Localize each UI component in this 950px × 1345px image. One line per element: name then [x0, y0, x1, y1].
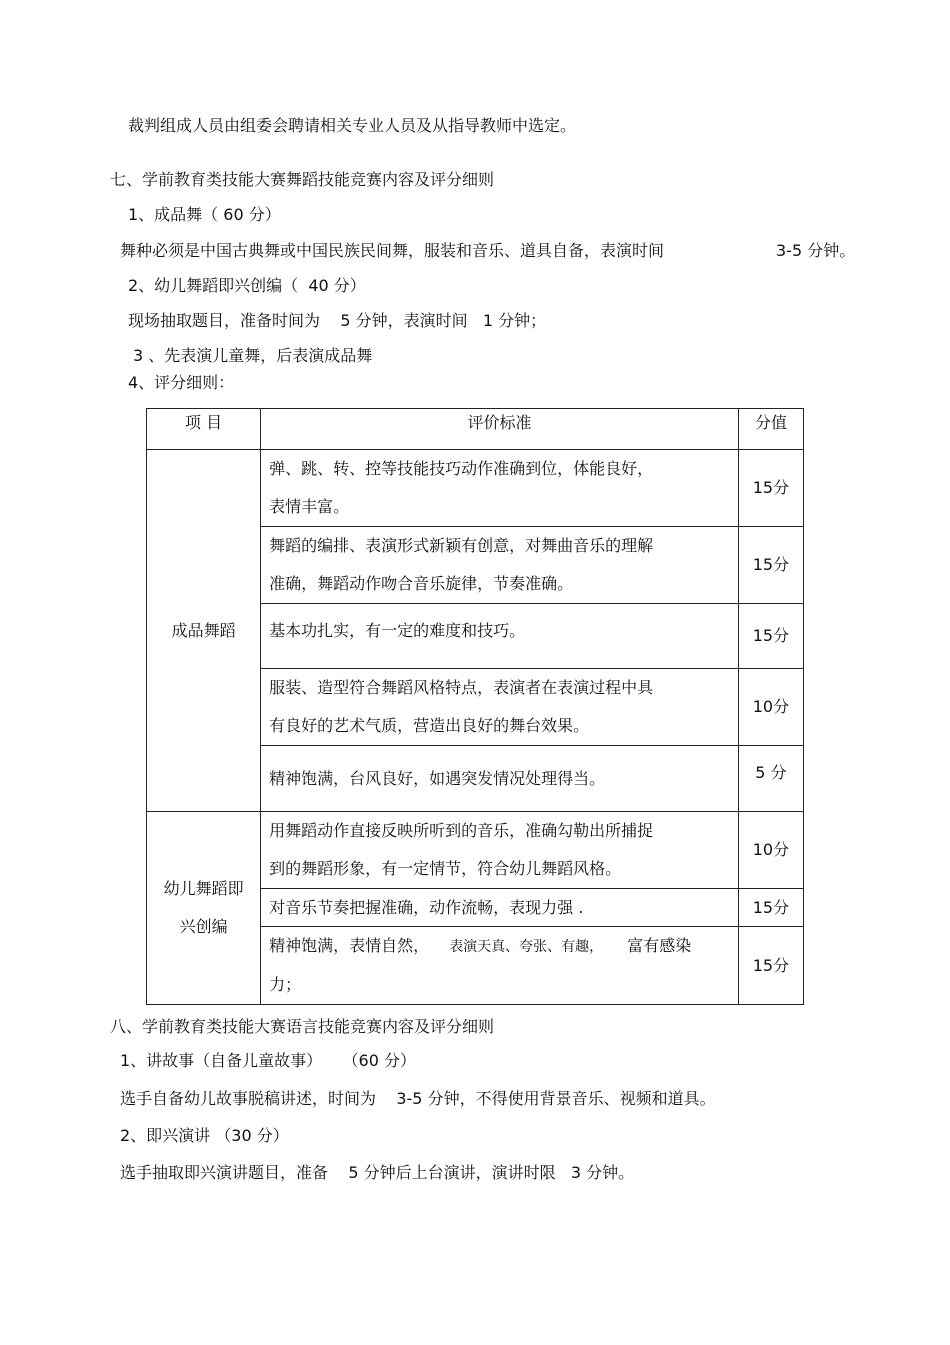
criteria-line: 弹、跳、转、控等技能技巧动作准确到位，体能良好，: [269, 459, 654, 478]
header-score: 分值: [738, 409, 803, 450]
criteria-cell: [261, 927, 739, 1005]
criteria-line: 基本功扎实，有一定的难度和技巧。: [269, 621, 526, 640]
score-cell: 15分: [738, 927, 803, 1005]
category-label-line: 幼儿舞蹈即: [163, 879, 244, 898]
section8-heading: 八、学前教育类技能大赛语言技能竞赛内容及评分细则: [110, 1017, 495, 1036]
score-cell: 10分: [738, 812, 803, 889]
header-item: 项 目: [147, 409, 261, 450]
section7-item1-title: 1、成品舞（ 60 分）: [128, 205, 281, 224]
section7-item3: 3 、先表演儿童舞，后表演成品舞: [133, 346, 373, 365]
criteria-line: [269, 927, 738, 966]
criteria-cell: [261, 527, 739, 604]
criteria-line: 到的舞蹈形象，有一定情节，符合幼儿舞蹈风格。: [269, 859, 622, 878]
criteria-part-small: 表演天真、夸张、有趣，: [449, 939, 604, 955]
criteria-part: 精神饱满，表情自然，: [269, 936, 430, 955]
score-cell: 10分: [738, 669, 803, 746]
category-improv-choreography: [147, 812, 261, 1005]
score-cell: 15分: [738, 527, 803, 604]
criteria-line: 精神饱满，台风良好，如遇突发情况处理得当。: [269, 768, 606, 788]
criteria-cell: [261, 450, 739, 527]
section8-item2-text: 选手抽取即兴演讲题目，准备 5 分钟后上台演讲，演讲时限 3 分钟。: [120, 1163, 635, 1182]
criteria-cell: [261, 669, 739, 746]
section7-item2-title: 2、幼儿舞蹈即兴创编（ 40 分）: [128, 276, 366, 295]
scoring-table: [146, 408, 804, 1005]
criteria-line: 对音乐节奏把握准确，动作流畅，表现力强 .: [269, 897, 584, 917]
section7-item4: 4、评分细则：: [128, 373, 235, 392]
criteria-line: 用舞蹈动作直接反映所听到的音乐，准确勾勒出所捕捉: [269, 821, 654, 840]
criteria-cell: [261, 889, 739, 927]
score-cell: 15分: [738, 604, 803, 669]
section7-item1-text-a: 舞种必须是中国古典舞或中国民族民间舞，服装和音乐、道具自备，表演时间: [120, 241, 665, 260]
section8-item2-title: 2、即兴演讲 （30 分）: [120, 1126, 289, 1145]
criteria-cell: [261, 746, 739, 812]
criteria-line: 准确，舞蹈动作吻合音乐旋律，节奏准确。: [269, 574, 574, 593]
score-cell: 5 分: [738, 746, 803, 812]
category-label: 成品舞蹈: [171, 620, 236, 640]
category-label-line: 兴创编: [179, 917, 228, 936]
criteria-line: 表情丰富。: [269, 497, 350, 516]
intro-line: 裁判组成人员由组委会聘请相关专业人员及从指导教师中选定。: [128, 116, 577, 135]
header-criteria: 评价标准: [261, 409, 739, 450]
criteria-line: 有良好的艺术气质，营造出良好的舞台效果。: [269, 716, 590, 735]
section7-item1-text-b: 3-5 分钟。: [776, 241, 856, 260]
section8-item1-title: 1、讲故事（自备儿童故事） （60 分）: [120, 1051, 416, 1070]
section8-item1-text: 选手自备幼儿故事脱稿讲述，时间为 3-5 分钟，不得使用背景音乐、视频和道具。: [120, 1089, 716, 1108]
criteria-cell: [261, 604, 739, 669]
score-cell: 15分: [738, 450, 803, 527]
score-cell: 15分: [738, 889, 803, 927]
criteria-part: 富有感染: [627, 936, 692, 955]
section7-item2-text: 现场抽取题目，准备时间为 5 分钟，表演时间 1 分钟；: [128, 311, 547, 330]
criteria-line: 服装、造型符合舞蹈风格特点，表演者在表演过程中具: [269, 678, 654, 697]
table-row: [147, 812, 804, 889]
criteria-line: 舞蹈的编排、表演形式新颖有创意，对舞曲音乐的理解: [269, 536, 654, 555]
criteria-line: 力；: [269, 975, 302, 994]
table-header-row: [147, 409, 804, 450]
table-row: [147, 450, 804, 527]
criteria-cell: [261, 812, 739, 889]
section7-heading: 七、学前教育类技能大赛舞蹈技能竞赛内容及评分细则: [110, 170, 495, 189]
category-finished-dance: [147, 450, 261, 812]
